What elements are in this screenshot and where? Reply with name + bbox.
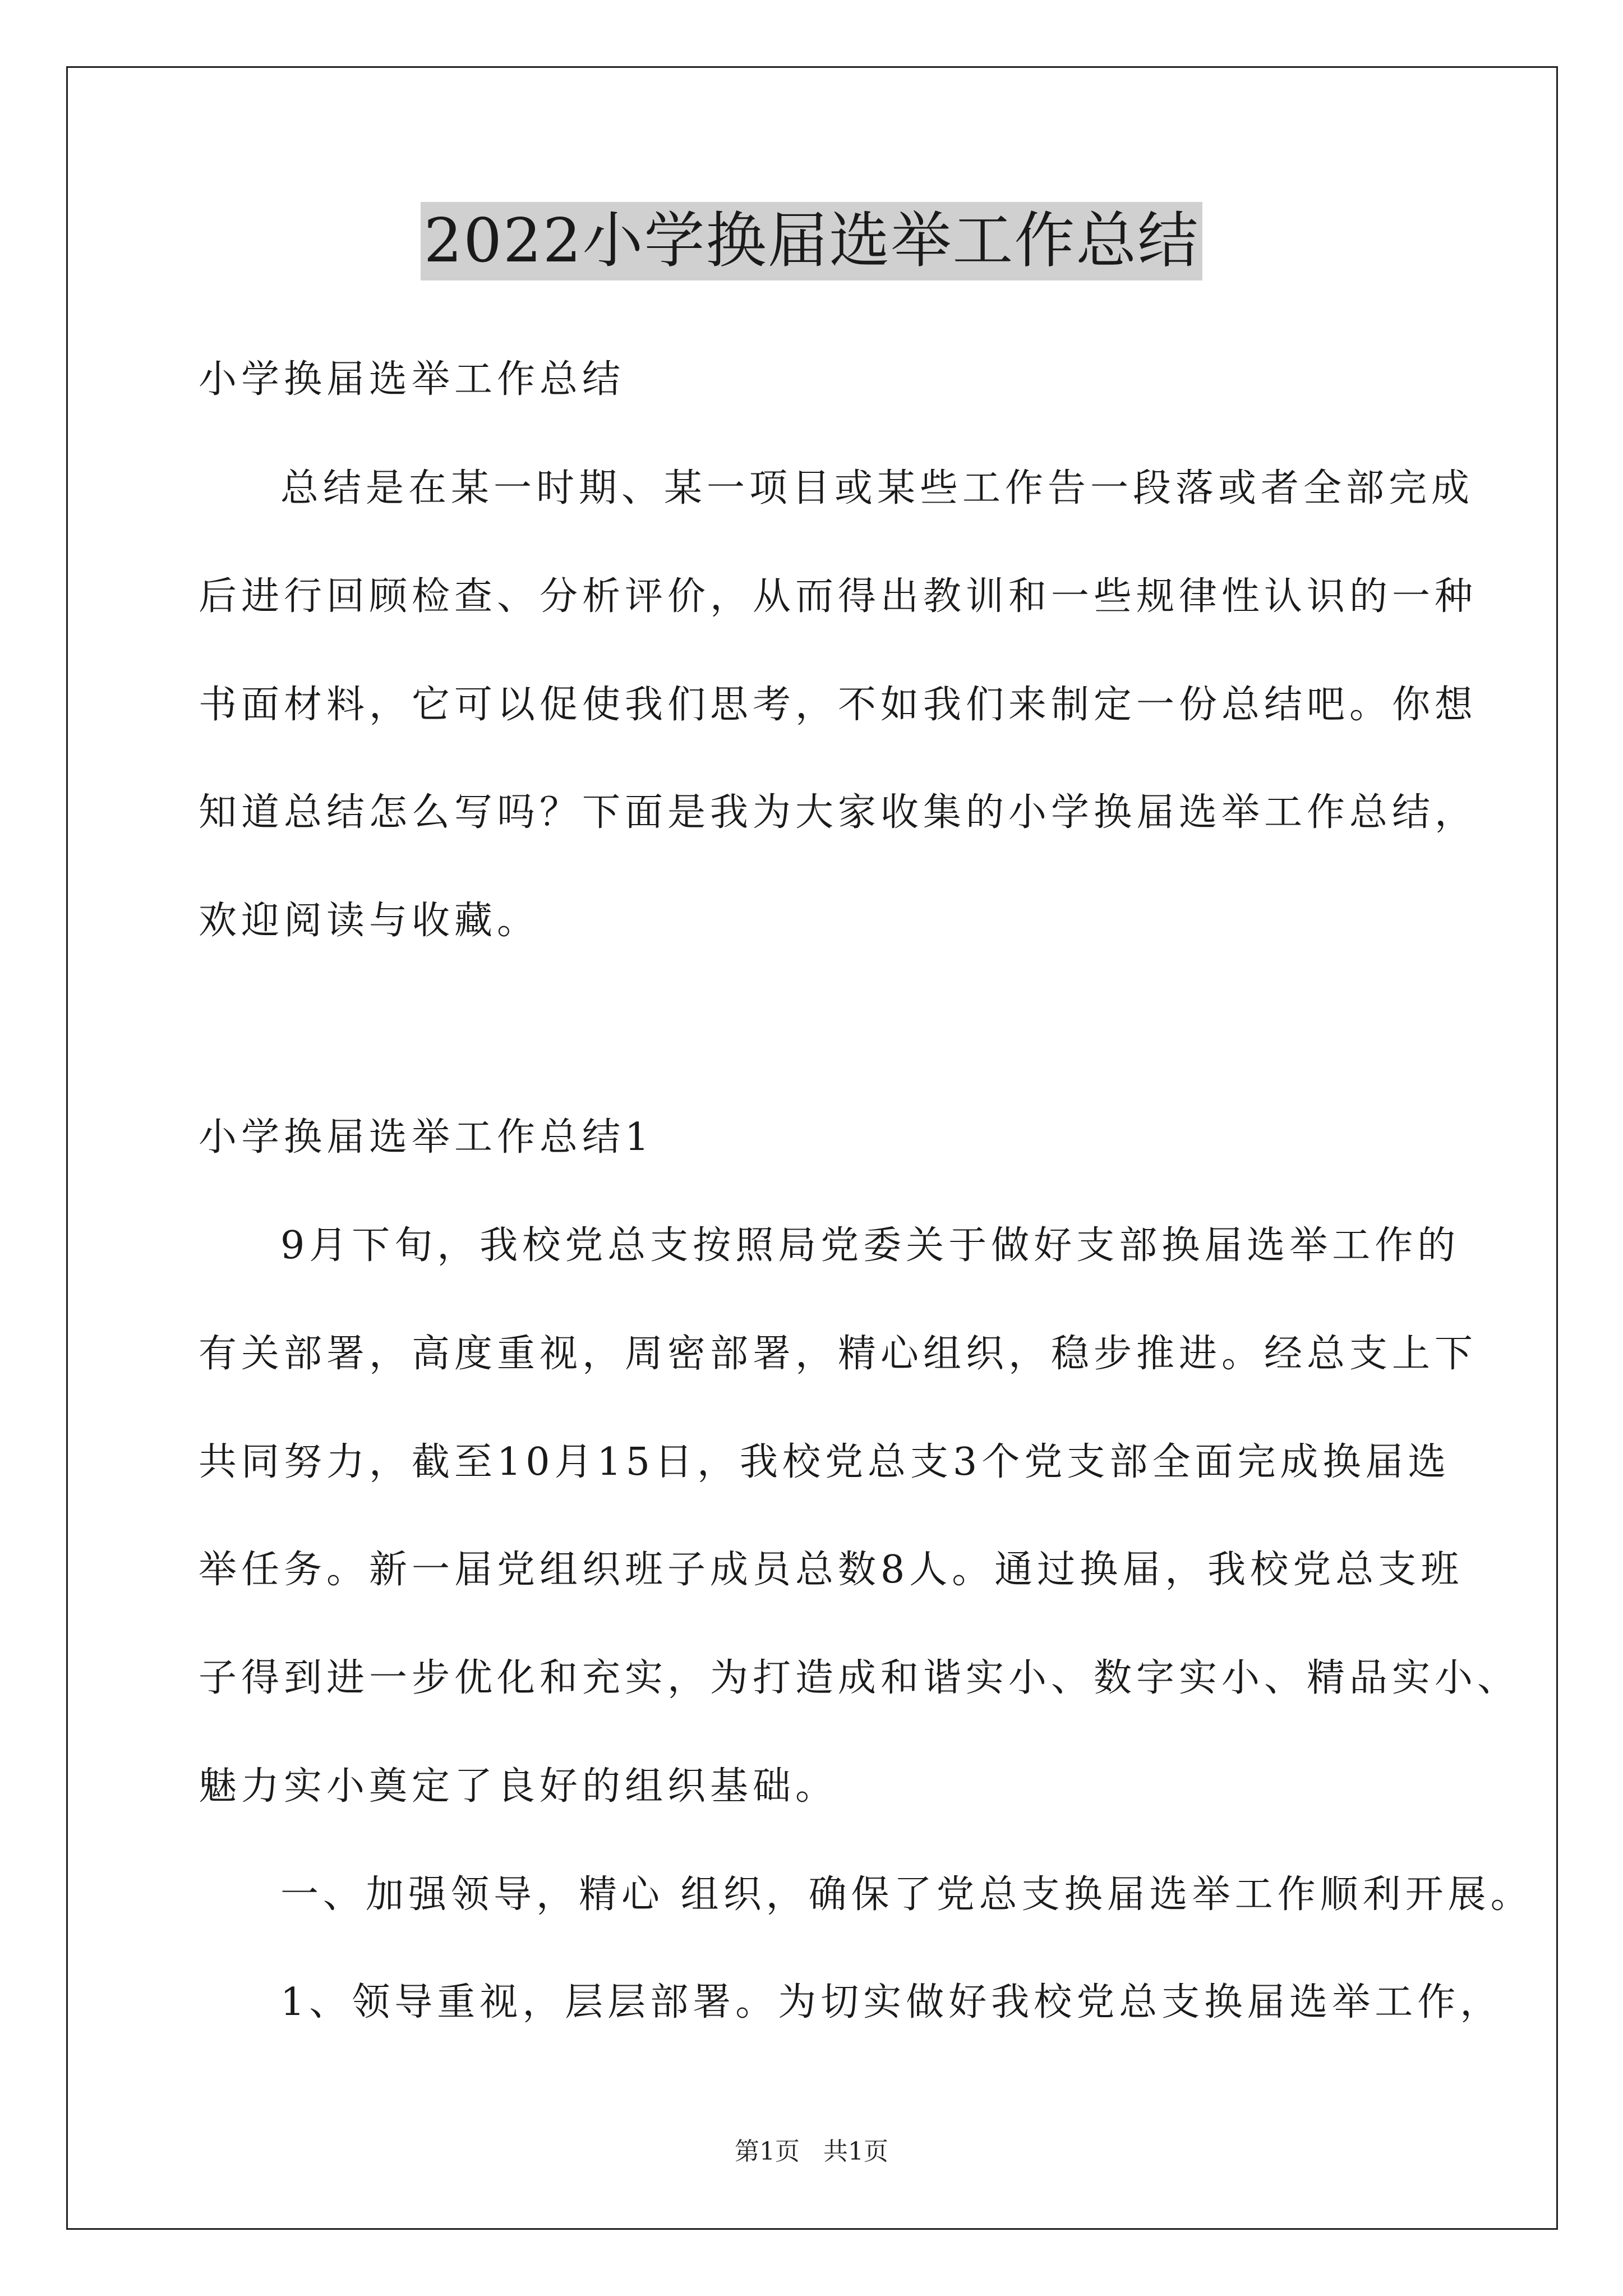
body-line-5: 子得到进一步优化和充实，为打造成和谐实小、数字实小、精品实小、 xyxy=(199,1656,1520,1700)
body-line-4: 举任务。新一届党组织班子成员总数8人。通过换届，我校党总支班 xyxy=(199,1548,1464,1592)
intro-line-5: 欢迎阅读与收藏。 xyxy=(199,899,540,943)
body-line-2: 有关部署，高度重视，周密部署，精心组织，稳步推进。经总支上下 xyxy=(199,1332,1478,1376)
point-heading: 一、加强领导，精心 组织，确保了党总支换届选举工作顺利开展。 xyxy=(280,1872,1533,1917)
body-line-6: 魅力实小奠定了良好的组织基础。 xyxy=(199,1764,838,1809)
page-total: 共1页 xyxy=(823,2137,888,2166)
section-heading: 小学换届选举工作总结1 xyxy=(199,1115,654,1159)
intro-line-1: 总结是在某一时期、某一项目或某些工作告一段落或者全部完成 xyxy=(280,466,1474,510)
body-line-1: 9月下旬，我校党总支按照局党委关于做好支部换届选举工作的 xyxy=(280,1223,1460,1268)
title-wrap xyxy=(0,202,1623,280)
page-footer xyxy=(0,2136,1623,2168)
page-number: 第1页 xyxy=(735,2137,800,2166)
body-line-3: 共同努力，截至10月15日，我校党总支3个党支部全面完成换届选 xyxy=(199,1440,1451,1484)
point-line-1: 1、领导重视，层层部署。为切实做好我校党总支换届选举工作， xyxy=(280,1980,1503,2024)
document-subtitle: 小学换届选举工作总结 xyxy=(199,357,625,402)
document-title: 2022小学换届选举工作总结 xyxy=(421,202,1203,280)
intro-line-4: 知道总结怎么写吗？下面是我为大家收集的小学换届选举工作总结， xyxy=(199,790,1478,835)
intro-line-3: 书面材料，它可以促使我们思考，不如我们来制定一份总结吧。你想 xyxy=(199,683,1478,727)
intro-line-2: 后进行回顾检查、分析评价，从而得出教训和一些规律性认识的一种 xyxy=(199,574,1478,619)
